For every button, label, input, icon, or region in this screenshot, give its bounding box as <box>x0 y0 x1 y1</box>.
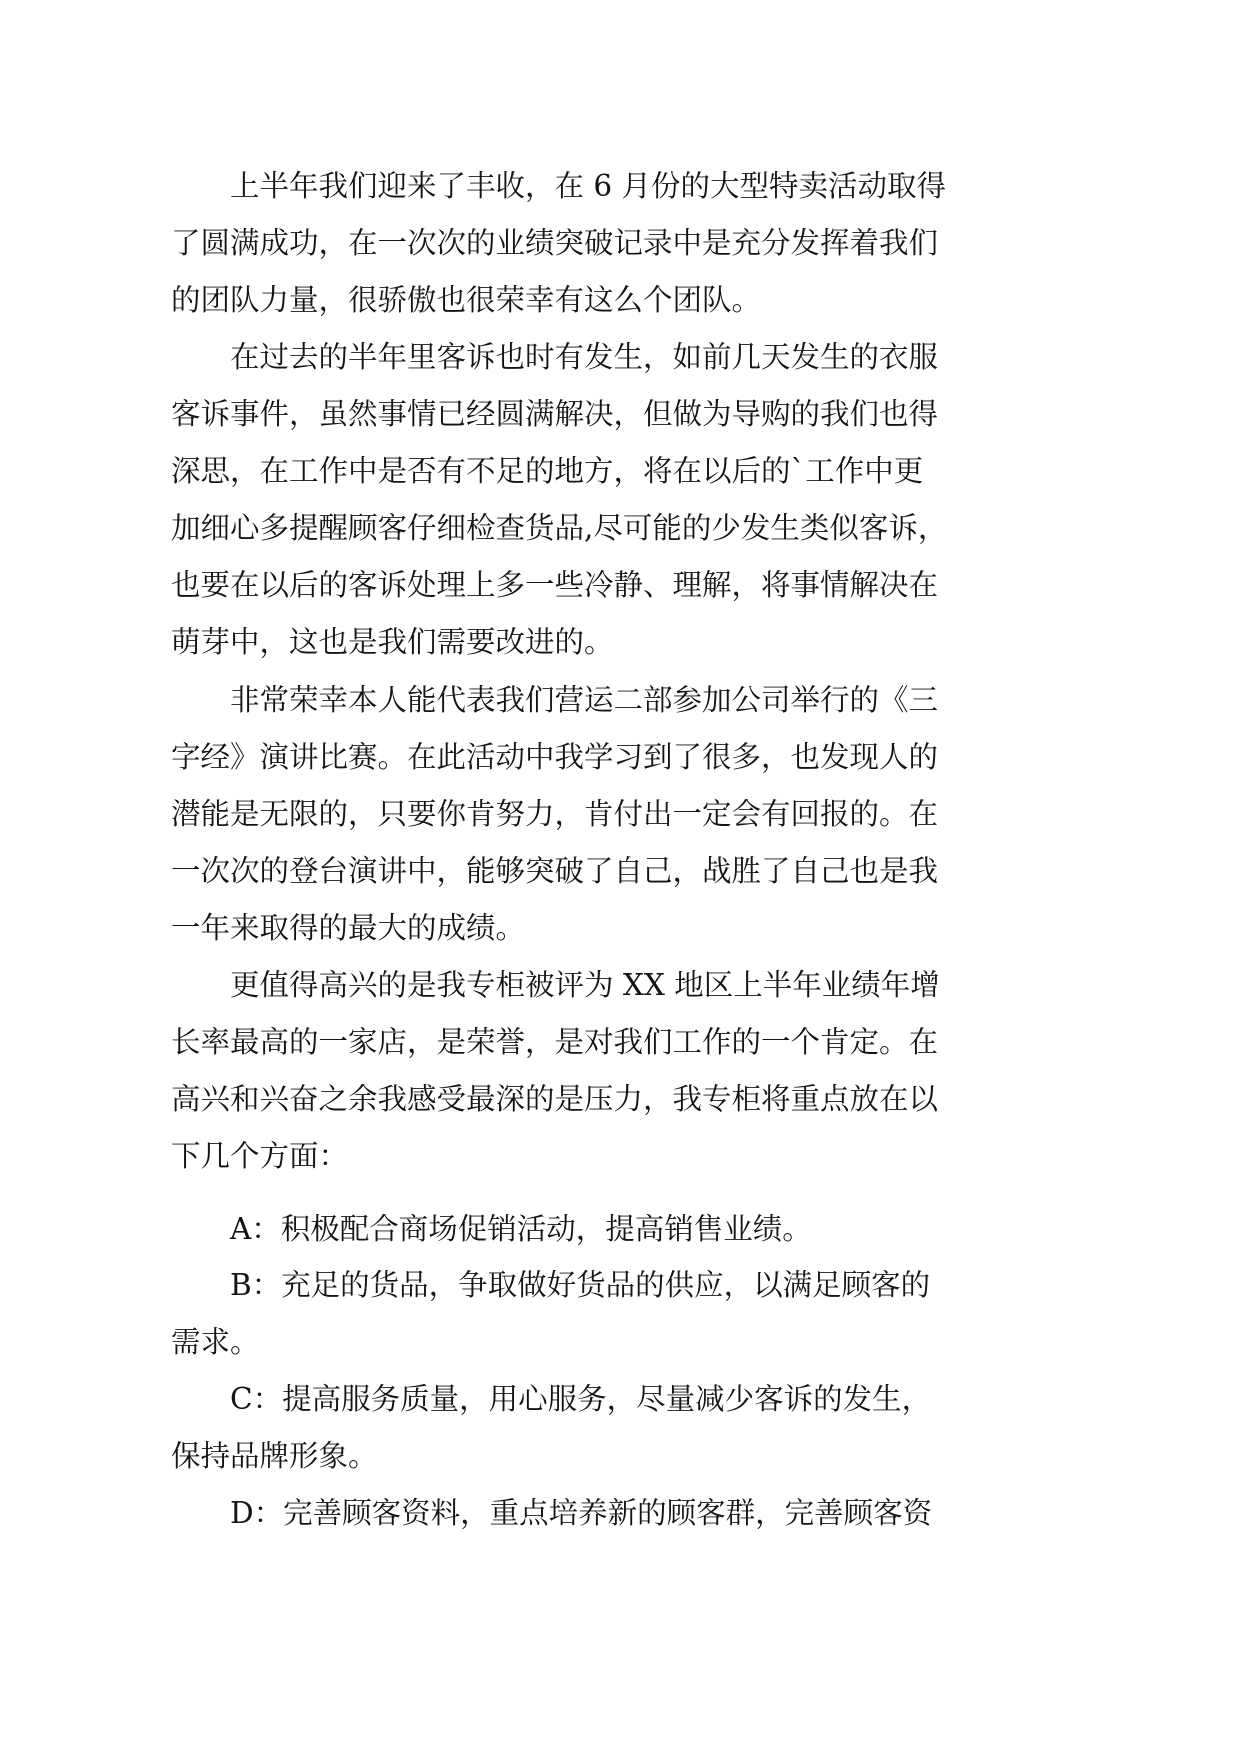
line-text: 上半年我们迎来了丰收，在 6 月份的大型特卖活动取得 <box>230 169 947 203</box>
line-text: 保持品牌形象。 <box>171 1439 378 1473</box>
line-text: 非常荣幸本人能代表我们营运二部参加公司举行的《三 <box>230 683 939 717</box>
text-line <box>0 1265 1241 1305</box>
line-text: 一年来取得的最大的成绩。 <box>171 911 526 945</box>
text-line <box>0 1022 1241 1062</box>
text-line <box>0 565 1241 605</box>
line-text: 深思，在工作中是否有不足的地方，将在以后的`工作中更 <box>171 454 924 488</box>
text-line <box>0 166 1241 206</box>
text-line <box>0 1436 1241 1476</box>
text-line <box>0 223 1241 263</box>
text-line <box>0 508 1241 548</box>
line-text: 也要在以后的客诉处理上多一些冷静、理解，将事情解决在 <box>171 568 939 602</box>
line-text: 了圆满成功，在一次次的业绩突破记录中是充分发挥着我们 <box>171 226 939 260</box>
line-text: B：充足的货品，争取做好货品的供应，以满足顾客的 <box>230 1268 931 1302</box>
line-text: 萌芽中，这也是我们需要改进的。 <box>171 625 614 659</box>
line-text: 长率最高的一家店，是荣誉，是对我们工作的一个肯定。在 <box>171 1025 939 1059</box>
line-text: 客诉事件，虽然事情已经圆满解决，但做为导购的我们也得 <box>171 397 939 431</box>
text-line <box>0 1136 1241 1176</box>
line-text: 的团队力量，很骄傲也很荣幸有这么个团队。 <box>171 283 762 317</box>
text-line <box>0 337 1241 377</box>
text-line <box>0 908 1241 948</box>
text-line <box>0 1493 1241 1533</box>
line-text: 更值得高兴的是我专柜被评为 XX 地区上半年业绩年增 <box>230 968 940 1002</box>
text-line <box>0 622 1241 662</box>
text-line <box>0 1079 1241 1119</box>
line-text: 下几个方面： <box>171 1139 349 1173</box>
text-line <box>0 965 1241 1005</box>
text-line <box>0 451 1241 491</box>
text-line <box>0 1379 1241 1419</box>
line-text: A：积极配合商场促销活动，提高销售业绩。 <box>230 1212 812 1246</box>
line-text: 字经》演讲比赛。在此活动中我学习到了很多，也发现人的 <box>171 740 939 774</box>
text-line <box>0 737 1241 777</box>
text-line <box>0 280 1241 320</box>
text-line <box>0 794 1241 834</box>
text-line <box>0 1322 1241 1362</box>
line-text: 潜能是无限的，只要你肯努力，肯付出一定会有回报的。在 <box>171 797 939 831</box>
text-line <box>0 851 1241 891</box>
line-text: 在过去的半年里客诉也时有发生，如前几天发生的衣服 <box>230 340 939 374</box>
line-text: 需求。 <box>171 1325 260 1359</box>
line-text: 高兴和兴奋之余我感受最深的是压力，我专柜将重点放在以 <box>171 1082 939 1116</box>
text-line <box>0 394 1241 434</box>
line-text: D：完善顾客资料，重点培养新的顾客群，完善顾客资 <box>230 1496 933 1530</box>
line-text: 加细心多提醒顾客仔细检查货品,尽可能的少发生类似客诉， <box>171 511 948 545</box>
text-line <box>0 1209 1241 1249</box>
line-text: 一次次的登台演讲中，能够突破了自己，战胜了自己也是我 <box>171 854 939 888</box>
text-line <box>0 680 1241 720</box>
line-text: C：提高服务质量，用心服务，尽量减少客诉的发生， <box>230 1382 932 1416</box>
